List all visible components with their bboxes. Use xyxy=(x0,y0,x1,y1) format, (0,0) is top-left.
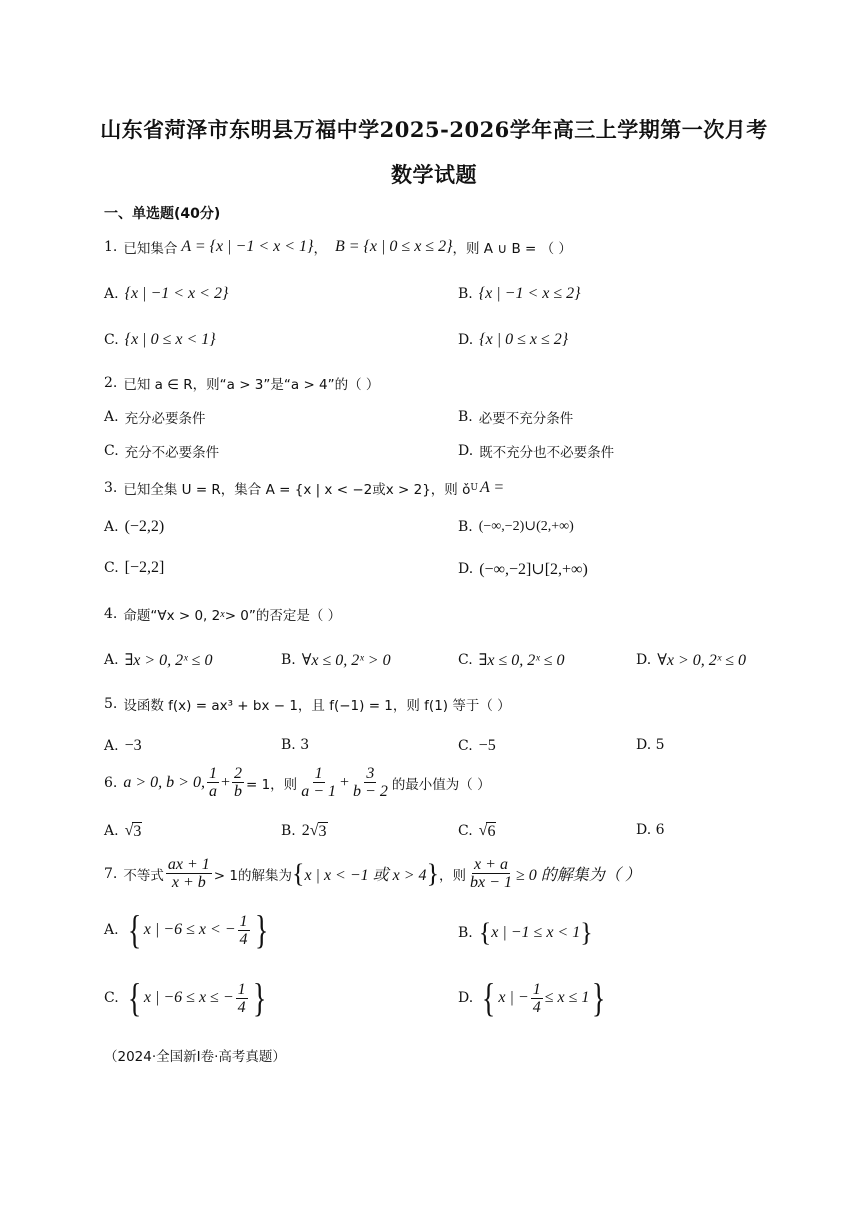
q2-option-c[interactable]: C. 充分不必要条件 xyxy=(104,443,220,461)
question-7: 7. 不等式 $\frac{ax + 1}{x + b}$ > 1的解集为 { x | x < −1 或 x > 4 } ，则 $\frac{x + a}{bx - 1}$ ≥ 0 的解集为（ ） xyxy=(104,856,641,891)
q5-option-d[interactable]: D. 5 xyxy=(636,737,665,753)
sqrt-symbol: √ 6 xyxy=(478,822,496,840)
q6-option-a[interactable]: A. √ 3 xyxy=(104,822,142,840)
q5-option-c[interactable]: C. −5 xyxy=(458,737,496,754)
question-6: 6. a > 0, b > 0, $\frac{1}{a}$ + $\frac{2}{b}$ = 1，则 $\frac{1}{a - 1}$ + $\frac{3}{b - 2}$ 的最小值为（ ） xyxy=(104,765,491,800)
q6-option-c[interactable]: C. √ 6 xyxy=(458,822,496,840)
q1-option-b[interactable]: B. {x | −1 < x ≤ 2} xyxy=(458,285,581,302)
q7-option-a[interactable]: A. { x | −6 ≤ x < − $\frac{1}{4}$ } xyxy=(104,907,268,952)
q4-option-a[interactable]: A. ∃x > 0, 2ˣ ≤ 0 xyxy=(104,652,213,669)
q1-option-c[interactable]: C. {x | 0 ≤ x < 1} xyxy=(104,331,216,348)
exam-subtitle: 数学试题 xyxy=(391,162,477,187)
question-2: 2. 已知 a ∈ R，则“a > 3”是“a > 4”的（ ） xyxy=(104,375,380,393)
fraction: $\frac{1}{4}$ xyxy=(237,980,246,1016)
q3-option-b[interactable]: B. (−∞,−2)∪(2,+∞) xyxy=(458,518,574,535)
question-1: 1. 已知集合 A = {x | −1 < x < 1} ， B = {x | 0 ≤ x ≤ 2} ，则 A ∪ B = （ ） xyxy=(104,238,572,257)
question-4: 4. 命题“∀x > 0, 2 x > 0”的否定是（ ） xyxy=(104,606,342,624)
fraction: $\frac{1}{4}$ xyxy=(532,980,541,1016)
source-note: （2024·全国新I卷·高考真题） xyxy=(104,1049,286,1065)
question-3: 3. 已知全集 U = R，集合 A = {x | x < −2或x > 2}，则 ǒ U A = xyxy=(104,479,505,498)
sqrt-symbol: √ 3 xyxy=(124,822,142,840)
q5-option-b[interactable]: B. 3 xyxy=(281,737,310,753)
q5-option-a[interactable]: A. −3 xyxy=(104,737,142,754)
fraction: $\frac{x + a}{bx - 1}$ xyxy=(470,856,512,891)
question-5: 5. 设函数 f(x) = ax³ + bx − 1，且 f(−1) = 1，则 f(1) 等于（ ） xyxy=(104,696,511,714)
fraction: $\frac{1}{4}$ xyxy=(239,912,248,948)
section-heading: 一、单选题(40分) xyxy=(104,206,221,222)
sqrt-symbol: √ 3 xyxy=(309,822,327,840)
q6-option-d[interactable]: D. 6 xyxy=(636,822,665,838)
q2-option-a[interactable]: A. 充分必要条件 xyxy=(104,409,206,427)
q4-option-d[interactable]: D. ∀x > 0, 2ˣ ≤ 0 xyxy=(636,652,747,669)
q1-option-a[interactable]: A. {x | −1 < x < 2} xyxy=(104,285,229,302)
fraction: $\frac{1}{a - 1}$ xyxy=(301,765,336,800)
q1-option-d[interactable]: D. {x | 0 ≤ x ≤ 2} xyxy=(458,331,569,348)
q7-option-c[interactable]: C. { x | −6 ≤ x ≤ − $\frac{1}{4}$ } xyxy=(104,975,266,1020)
q7-option-d[interactable]: D. { x | − $\frac{1}{4}$ ≤ x ≤ 1 } xyxy=(458,975,606,1020)
q2-option-b[interactable]: B. 必要不充分条件 xyxy=(458,409,574,427)
q3-option-d[interactable]: D. (−∞,−2]∪[2,+∞) xyxy=(458,561,588,578)
q3-option-a[interactable]: A. (−2,2) xyxy=(104,518,165,535)
q4-option-b[interactable]: B. ∀x ≤ 0, 2ˣ > 0 xyxy=(281,652,391,669)
exam-title: 山东省菏泽市东明县万福中学2025-2026学年高三上学期第一次月考 xyxy=(100,117,768,142)
fraction: $\frac{2}{b}$ xyxy=(233,765,242,800)
q4-option-c[interactable]: C. ∃x ≤ 0, 2ˣ ≤ 0 xyxy=(458,652,565,669)
q6-option-b[interactable]: B. 2 √ 3 xyxy=(281,822,327,840)
fraction: $\frac{1}{a}$ xyxy=(208,765,217,800)
q3-option-c[interactable]: C. [−2,2] xyxy=(104,559,165,576)
q7-option-b[interactable]: B. { x | −1 ≤ x < 1 } xyxy=(458,918,593,947)
q2-option-d[interactable]: D. 既不充分也不必要条件 xyxy=(458,443,615,461)
fraction: $\frac{ax + 1}{x + b}$ xyxy=(167,856,210,891)
fraction: $\frac{3}{b - 2}$ xyxy=(353,765,388,800)
